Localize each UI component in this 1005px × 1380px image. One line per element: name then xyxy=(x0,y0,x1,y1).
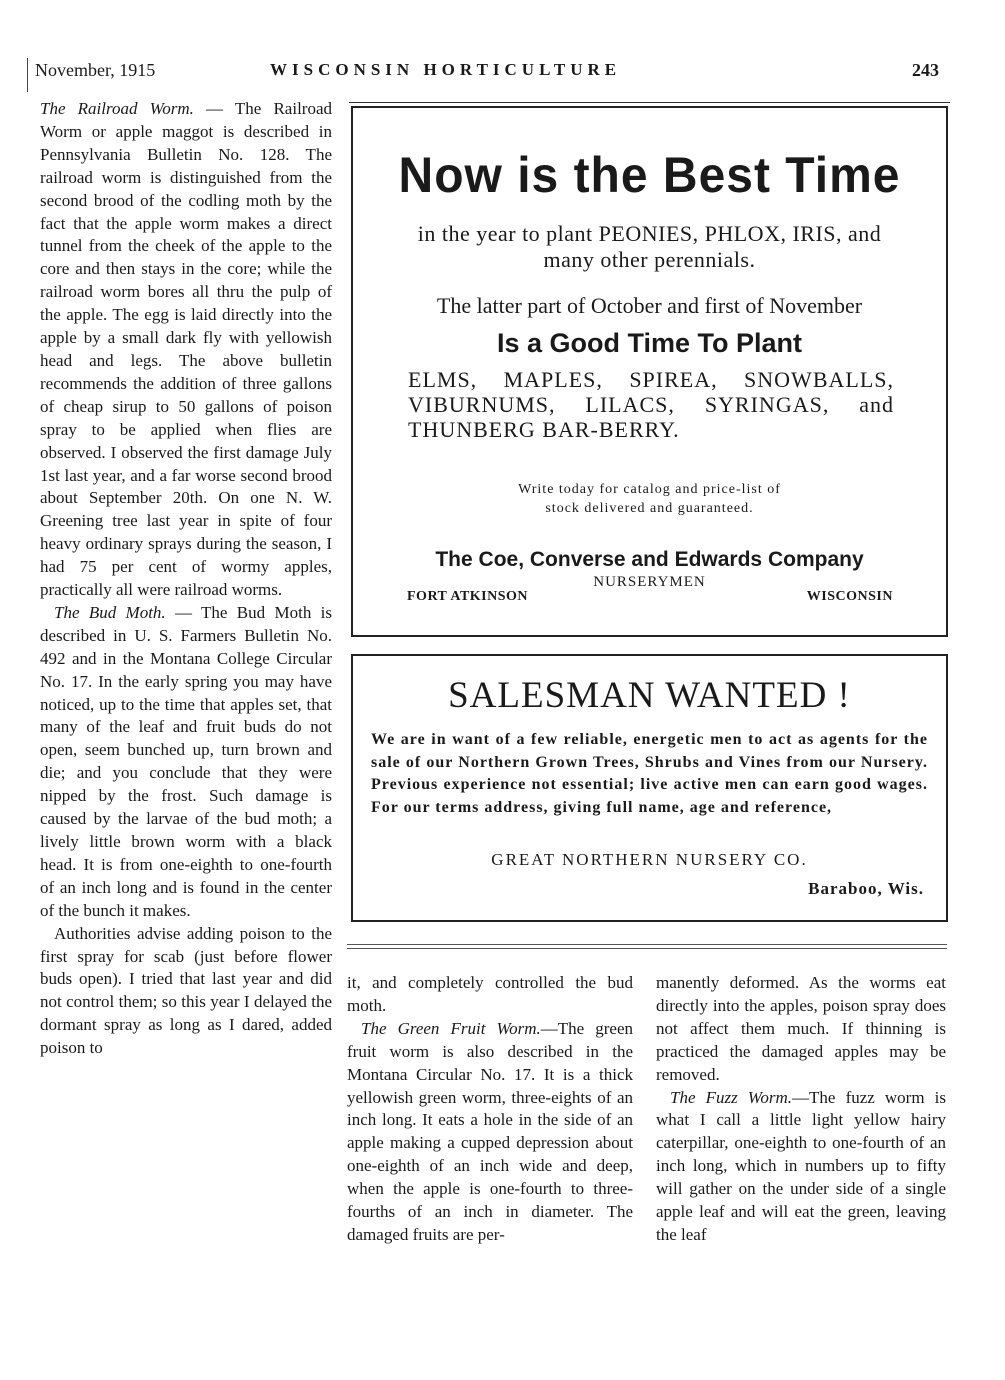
salesman-headline: SALESMAN WANTED ! xyxy=(448,675,851,716)
green-fruit-worm-text: —The green fruit worm is also described in the Montana Circular No. 17. It is a thick yellowish green worm, three-eights of an inch long. It eats a hole in the side of an apple making a cupped depression about one-eighth of an inch wide and deep, when the apple is one-fourth to three-fourths of an inch in diameter. The damaged fruits are per- xyxy=(347,1018,633,1244)
green-fruit-worm-paragraph xyxy=(347,1018,633,1247)
salesman-wanted-advertisement xyxy=(351,654,948,922)
bud-moth-continuation: it, and completely controlled the bud moth. xyxy=(347,973,633,1015)
issue-date: November, 1915 xyxy=(35,60,156,80)
ad-subheadline: Is a Good Time To Plant xyxy=(496,328,803,358)
fuzz-worm-heading: The Fuzz Worm. xyxy=(670,1087,793,1107)
ad-headline: Now is the Best Time xyxy=(398,147,901,204)
salesman-company: GREAT NORTHERN NURSERY CO. xyxy=(491,850,808,869)
article-column-3 xyxy=(656,972,946,1247)
railroad-worm-heading: The Railroad Worm. xyxy=(40,99,194,118)
ad-city: FORT ATKINSON xyxy=(407,589,529,604)
article-column-1 xyxy=(40,98,332,1060)
railroad-worm-paragraph xyxy=(40,98,332,602)
bud-moth-paragraph xyxy=(40,602,332,923)
page-number: 243 xyxy=(912,60,939,80)
fuzz-worm-paragraph xyxy=(656,1087,946,1247)
green-fruit-worm-continuation: manently deformed. As the worms eat directly into the apples, poison spray does not affect them much. If thinning is practiced the damaged apples may be removed. xyxy=(656,973,946,1084)
nursery-advertisement xyxy=(351,106,948,637)
salesman-body: We are in want of a few reliable, energetic men to act as agents for the sale of our Northern Grown Trees, Shrubs and Vines from our Nursery. Previous experience not essential; live active men can earn good wages. For our terms address, giving full name, age and reference, xyxy=(371,731,928,816)
ad-perennials-line: in the year to plant PEONIES, PHLOX, IRIS, and many other perennials. xyxy=(417,221,882,272)
article-column-2 xyxy=(347,972,633,1247)
journal-title: WISCONSIN HORTICULTURE xyxy=(270,60,622,79)
ad-tree-list: ELMS, MAPLES, SPIREA, SNOWBALLS, VIBURNUMS, LILACS, SYRINGAS, and THUNBERG BAR-BERRY. xyxy=(408,367,894,442)
bud-moth-text: — The Bud Moth is described in U. S. Farmers Bulletin No. 492 and in the Montana College Circular No. 17. In the early spring you may have noticed, up to the time that apples set, that many of the leaf and fruit buds do not open, seem bunched up, turn brown and die; and you conclude that they were nipped by the frost. Such damage is caused by the larvae of the bud moth; a lively little brown worm with a black head. It is from one-eighth to one-fourth of an inch long and is found in the center of the bunch it makes. xyxy=(40,602,332,920)
ad-company-name: The Coe, Converse and Edwards Company xyxy=(435,548,864,571)
section-divider xyxy=(347,944,947,949)
fuzz-worm-text: —The fuzz worm is what I call a little light yellow hairy caterpillar, one-eighth to one-fourth of an inch long, which in numbers up to fifty will gather on the under side of a single apple leaf and will eat the green, leaving the leaf xyxy=(656,1087,947,1244)
authorities-paragraph: Authorities advise adding poison to the first spray for scab (just before flower buds open). I tried that last year and did not control them; so this year I delayed the dormant spray as long as I dared, added poison to xyxy=(40,923,332,1058)
ad-catalog-note: Write today for catalog and price-list of stock delivered and guaranteed. xyxy=(518,482,781,516)
ad-state: WISCONSIN xyxy=(806,589,893,604)
margin-rule xyxy=(27,58,28,92)
ad-season-line: The latter part of October and first of November xyxy=(436,293,863,318)
salesman-location: Baraboo, Wis. xyxy=(808,879,924,898)
bud-moth-heading: The Bud Moth. xyxy=(54,602,166,622)
ad-nurserymen-label: NURSERYMEN xyxy=(593,574,706,590)
railroad-worm-text: — The Railroad Worm or apple maggot is described in Pennsylvania Bulletin No. 128. The railroad worm is distinguished from the second brood of the codling moth by the fact that the apple worm makes a direct tunnel from the cheek of the apple to the core and then stays in the core; while the railroad worm bores all thru the pulp of the apple. The egg is laid directly into the apple by a small dark fly with yellowish head and legs. The above bulletin recommends the addition of three gallons of cheap sirup to 50 gallons of poison spray to be applied when flies are observed. I observed the first damage July 1st last year, and a far worse second brood about September 20th. On one N. W. Greening tree last year in spite of four heavy ordinary sprays during the season, I had 75 per cent of wormy apples, practically all were railroad worms. xyxy=(40,99,332,600)
green-fruit-worm-heading: The Green Fruit Worm. xyxy=(361,1018,541,1038)
